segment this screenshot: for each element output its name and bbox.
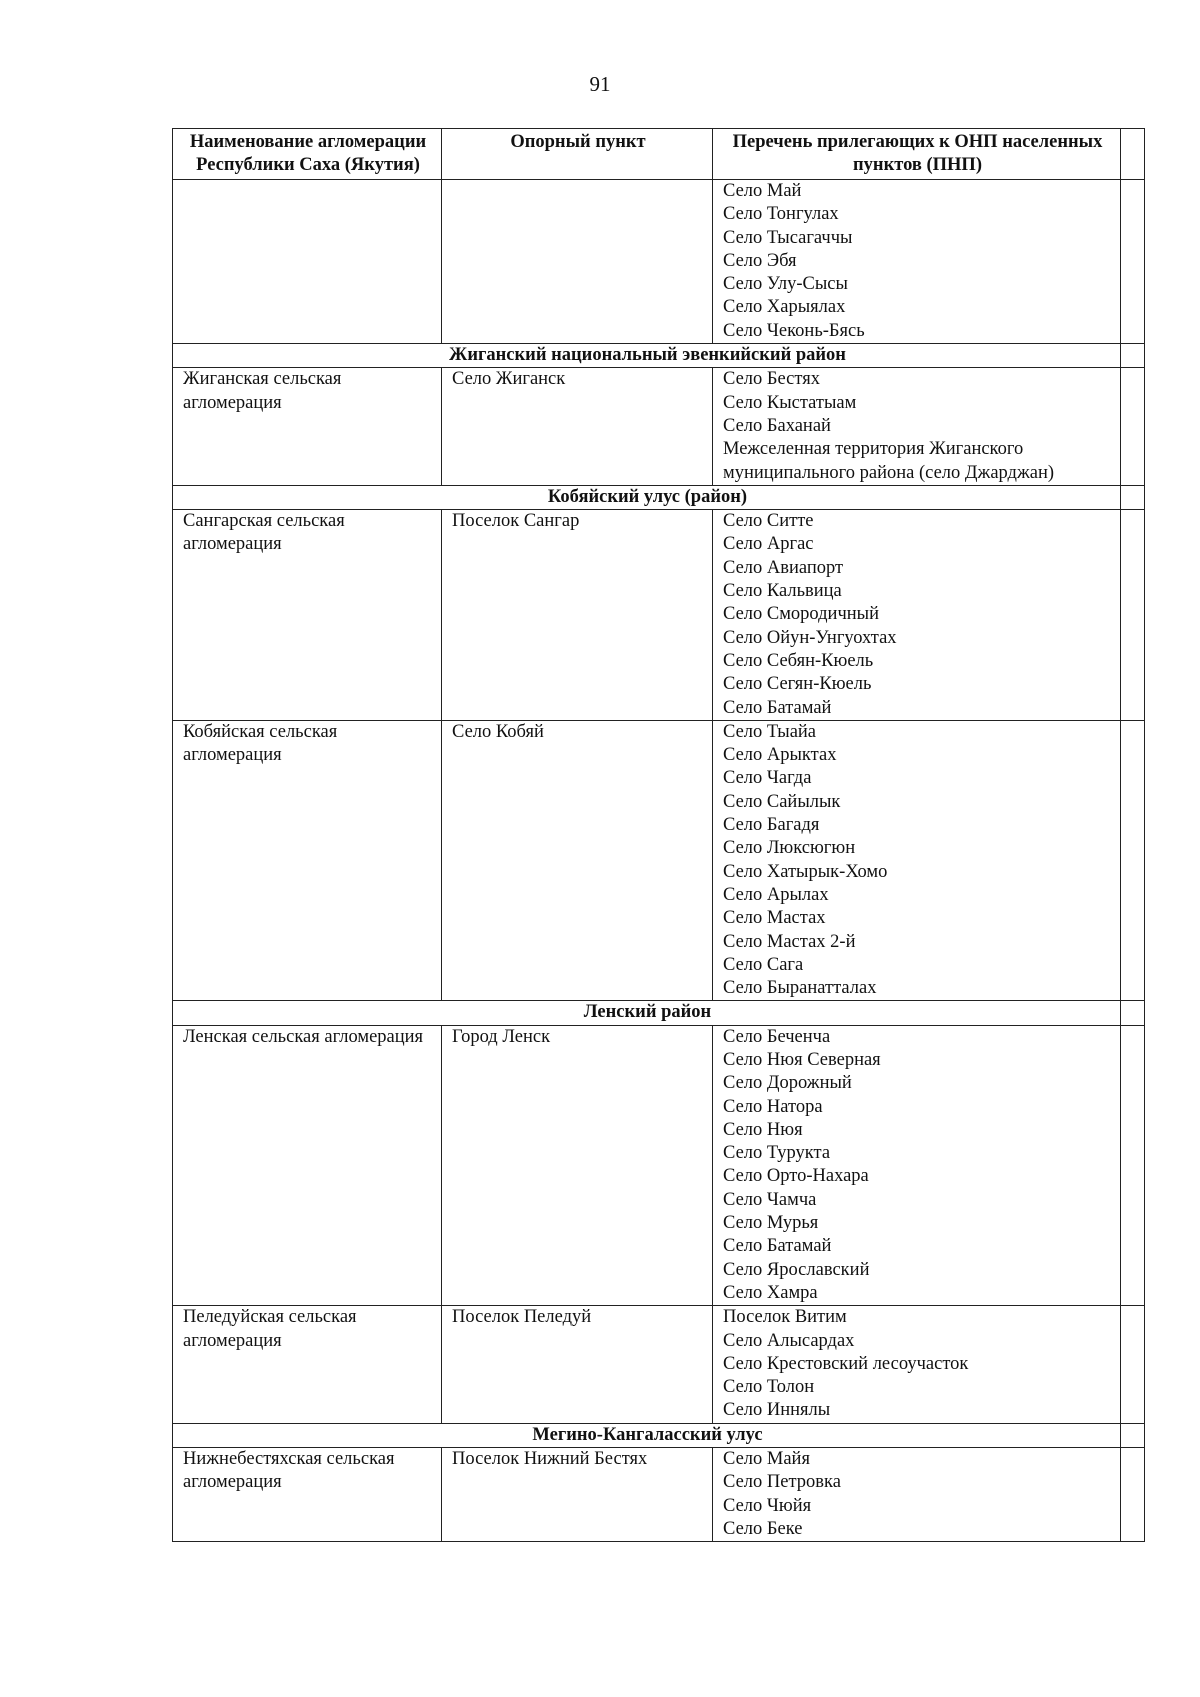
settlement-item: Село Сегян-Кюель bbox=[723, 674, 872, 695]
section-title: Кобяйский улус (район) bbox=[173, 485, 1121, 509]
header-agglomeration: Наименование агломерации Республики Саха (Якутия) bbox=[173, 129, 442, 180]
agglomeration-cell bbox=[173, 510, 442, 721]
section-title: Мегино-Кангаласский улус bbox=[173, 1423, 1121, 1447]
section-title: Ленский район bbox=[173, 1001, 1121, 1025]
settlement-item: Село Иннялы bbox=[723, 1400, 831, 1421]
agglomeration-name: Нижнебестяхская сельская агломерация bbox=[183, 1449, 395, 1493]
settlement-item: Село Батамай bbox=[723, 697, 832, 718]
agglomeration-name: Сангарская сельская агломерация bbox=[183, 511, 345, 555]
settlement-item: Село Бестях bbox=[723, 369, 820, 390]
settlement-item: муниципального района (село Джарджан) bbox=[723, 462, 1055, 483]
table-row bbox=[173, 510, 1145, 721]
extra-cell bbox=[1121, 1001, 1145, 1025]
section-row bbox=[173, 1001, 1145, 1025]
table-row bbox=[173, 720, 1145, 1001]
settlement-item: Село Нюя Северная bbox=[723, 1049, 881, 1070]
settlements-cell bbox=[713, 180, 1121, 344]
hub-cell bbox=[442, 180, 713, 344]
settlement-item: Село Турукта bbox=[723, 1143, 831, 1164]
settlement-item: Село Тонгулах bbox=[723, 204, 839, 225]
agglomeration-cell bbox=[173, 1025, 442, 1306]
agglomeration-name: Кобяйская сельская агломерация bbox=[183, 721, 338, 766]
section-title: Жиганский национальный эвенкийский район bbox=[173, 344, 1121, 368]
settlement-item: Село Сайылык bbox=[723, 791, 841, 812]
settlement-item: Село Багадя bbox=[723, 815, 820, 836]
hub-name: Село Жиганск bbox=[452, 369, 566, 390]
settlement-item: Село Крестовский лесоучасток bbox=[723, 1353, 969, 1374]
extra-cell bbox=[1121, 1306, 1145, 1423]
settlement-item: Село Май bbox=[723, 181, 802, 201]
table-body bbox=[173, 180, 1145, 1542]
header-hub: Опорный пункт bbox=[442, 129, 713, 180]
settlement-item: Село Тыайа bbox=[723, 721, 817, 742]
settlement-item: Межселенная территория Жиганского bbox=[723, 439, 1024, 460]
agglomeration-cell bbox=[173, 720, 442, 1001]
extra-cell bbox=[1121, 485, 1145, 509]
settlement-item: Село Нюя bbox=[723, 1119, 803, 1140]
settlement-item: Село Орто-Нахара bbox=[723, 1166, 869, 1187]
settlement-item: Село Баханай bbox=[723, 415, 831, 436]
settlement-item: Село Алысардах bbox=[723, 1330, 855, 1351]
section-row bbox=[173, 1423, 1145, 1447]
settlement-item: Село Беченча bbox=[723, 1026, 831, 1047]
settlement-item: Село Чамча bbox=[723, 1189, 817, 1210]
settlement-item: Село Чагда bbox=[723, 768, 812, 789]
settlement-item: Село Чеконь-Бясь bbox=[723, 320, 865, 341]
extra-cell bbox=[1121, 1423, 1145, 1447]
extra-cell bbox=[1121, 510, 1145, 721]
table-row bbox=[173, 1306, 1145, 1423]
hub-name: Поселок Сангар bbox=[452, 511, 580, 532]
header-extra bbox=[1121, 129, 1145, 180]
settlement-item: Село Ойун-Унгуохтах bbox=[723, 627, 897, 648]
settlement-item: Село Улу-Сысы bbox=[723, 274, 848, 295]
settlement-item: Село Толон bbox=[723, 1377, 815, 1398]
hub-name: Город Ленск bbox=[452, 1026, 551, 1047]
hub-name: Поселок Пеледуй bbox=[452, 1307, 592, 1328]
settlement-item: Село Батамай bbox=[723, 1236, 832, 1257]
page-number: 91 bbox=[589, 72, 611, 96]
settlements-cell bbox=[713, 1306, 1121, 1423]
settlement-item: Село Мастах bbox=[723, 908, 826, 929]
settlement-item: Село Петровка bbox=[723, 1472, 841, 1493]
agglomeration-cell bbox=[173, 180, 442, 344]
header-settlements: Перечень прилегающих к ОНП населенных пунктов (ПНП) bbox=[713, 129, 1121, 180]
extra-cell bbox=[1121, 1025, 1145, 1306]
hub-cell bbox=[442, 510, 713, 721]
settlements-cell bbox=[713, 720, 1121, 1001]
settlements-cell bbox=[713, 368, 1121, 485]
settlements-cell bbox=[713, 1448, 1121, 1542]
hub-cell bbox=[442, 1306, 713, 1423]
settlement-item: Село Мастах 2-й bbox=[723, 931, 856, 952]
extra-cell bbox=[1121, 180, 1145, 344]
hub-name: Село Кобяй bbox=[452, 721, 544, 742]
settlement-item: Село Майя bbox=[723, 1449, 810, 1470]
hub-cell bbox=[442, 1025, 713, 1306]
settlement-item: Село Себян-Кюель bbox=[723, 650, 874, 671]
settlement-item: Село Натора bbox=[723, 1096, 823, 1117]
agglomeration-table bbox=[172, 128, 1145, 1542]
hub-cell bbox=[442, 1448, 713, 1542]
settlement-item: Село Хамра bbox=[723, 1282, 818, 1303]
table-header-row bbox=[173, 129, 1145, 180]
settlement-item: Село Авиапорт bbox=[723, 557, 844, 578]
table-row bbox=[173, 368, 1145, 485]
settlement-item: Село Харыялах bbox=[723, 297, 846, 318]
agglomeration-cell bbox=[173, 1448, 442, 1542]
settlement-item: Село Чюйя bbox=[723, 1495, 812, 1516]
settlement-item: Село Тысагаччы bbox=[723, 227, 853, 248]
table-row bbox=[173, 1025, 1145, 1306]
section-row bbox=[173, 485, 1145, 509]
settlement-item: Село Кальвица bbox=[723, 581, 842, 602]
settlements-cell bbox=[713, 510, 1121, 721]
agglomeration-name: Жиганская сельская агломерация bbox=[183, 369, 342, 413]
table-row bbox=[173, 1448, 1145, 1542]
settlements-cell bbox=[713, 1025, 1121, 1306]
hub-name: Поселок Нижний Бестях bbox=[452, 1449, 648, 1470]
extra-cell bbox=[1121, 368, 1145, 485]
table-row bbox=[173, 180, 1145, 344]
settlement-item: Село Аргас bbox=[723, 534, 814, 555]
extra-cell bbox=[1121, 1448, 1145, 1542]
extra-cell bbox=[1121, 344, 1145, 368]
extra-cell bbox=[1121, 720, 1145, 1001]
settlement-item: Село Хатырык-Хомо bbox=[723, 861, 888, 882]
hub-cell bbox=[442, 720, 713, 1001]
settlement-item: Село Сага bbox=[723, 954, 804, 975]
settlement-item: Село Ярославский bbox=[723, 1259, 870, 1280]
agglomeration-name: Пеледуйская сельская агломерация bbox=[183, 1307, 357, 1351]
settlement-item: Село Смородичный bbox=[723, 604, 879, 625]
settlement-item: Село Беке bbox=[723, 1518, 803, 1539]
agglomeration-cell bbox=[173, 368, 442, 485]
settlement-item: Село Эбя bbox=[723, 250, 797, 271]
settlement-item: Село Ситте bbox=[723, 511, 814, 532]
settlement-item: Поселок Витим bbox=[723, 1307, 847, 1328]
agglomeration-cell bbox=[173, 1306, 442, 1423]
settlement-item: Село Кыстатыам bbox=[723, 392, 857, 413]
settlement-item: Село Арыктах bbox=[723, 745, 837, 766]
settlement-item: Село Мурья bbox=[723, 1213, 819, 1234]
settlement-item: Село Быранатталах bbox=[723, 978, 877, 999]
settlement-item: Село Люксюгюн bbox=[723, 838, 856, 859]
settlement-item: Село Арылах bbox=[723, 884, 829, 905]
hub-cell bbox=[442, 368, 713, 485]
agglomeration-name: Ленская сельская агломерация bbox=[183, 1026, 424, 1047]
settlement-item: Село Дорожный bbox=[723, 1073, 852, 1094]
section-row bbox=[173, 344, 1145, 368]
